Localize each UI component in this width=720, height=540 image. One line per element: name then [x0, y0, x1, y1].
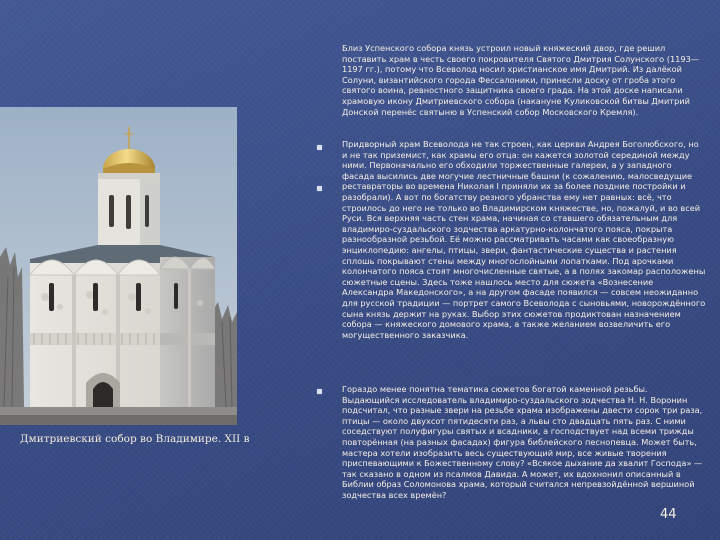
bullet-marker-1	[317, 145, 322, 150]
body-paragraph-2: Придворный храм Всеволода не так строен, как церкви Андрея Боголюбского, но и не так приземист, как храмы его отца: он кажется золотой серединой между ними. Первоначально его обходили торжественные галереи, а у западного фасада высились две могучие лестничные башни (к сожалению, малосведущие реставраторы во времена Николая I приняли их за более поздние постройки и разобрали). А вот по богатству резного убранства ему нет равных: всё, что строилось до него не только во Владимирском княжестве, но, пожалуй, и во всей Руси. Вся верхняя часть стен храма, начиная со ставшего обязательным для владимиро-суздальского зодчества аркатурно-колончатого пояса, покрыта разнообразной резьбой. Её можно рассматривать часами как своеобразную энциклопедию: ангелы, птицы, звери, фантастические существа и растения сплошь покрывают стены между многослойными лопатками. Под арочками колончатого пояса стоят многочисленные святые, а в полях закомар расположены сюжетные сцены. Здесь тоже нашлось место для сюжета «Вознесение Александра Македонского», а на другом фасаде появился — совсем неожиданно для русской традиции — портрет самого Всеволода с сыновьями, новорождённого сына князь держит на руках. Выбор этих сюжетов продиктован назначением собора — княжеского домового храма, а также желанием возвеличить его могущественного заказчика.	[342, 139, 706, 340]
cathedral-photo	[0, 107, 237, 425]
body-paragraph-3: Гораздо менее понятна тематика сюжетов богатой каменной резьбы. Выдающийся исследователь владимиро-суздальского зодчества Н. Н. Воронин подсчитал, что разные звери на резьбе храма изображены двести сорок три раза, птицы — около двухсот пятидесяти раз, а львы сто двадцать пять раз. С ними соседствуют полуфигуры святых и всадники, а господствует над всеми трижды повторённая (на разных фасадах) фигура библейского песнопевца. Может быть, мастера хотели изобразить весь существующий мир, все живые творения приспевающими к Божественному слову? «Всякое дыхание да хвалит Господа» — так сказано в одном из псалмов Давида. А может, их вдохнонил описанный в Библии образ Соломонова храма, который считался непревзойдённой вершиной зодчества всех времён?	[342, 384, 703, 500]
bullet-marker-2	[317, 186, 322, 191]
page-number: 44	[660, 507, 677, 522]
photo-caption: Дмитриевский собор во Владимире. XII в	[20, 433, 250, 445]
body-paragraph-1: Близ Успенского собора князь устроил новый княжеский двор, где решил поставить храм в честь своего покровителя Святого Дмитрия Солунского (1193—1197 гг.), потому что Всеволод носил христианское имя Дмитрий. Из далёкой Солуни, византийского города Фессалоники, принесли доску от гроба этого святого воина, ревностного защитника своего града. На этой доске написали храмовую икону Дмитриевского собора (накануне Куликовской битвы Дмитрий Донской перенёс святыню в Успенский собор Московского Кремля).	[342, 43, 699, 117]
bullet-marker-3	[317, 389, 322, 394]
